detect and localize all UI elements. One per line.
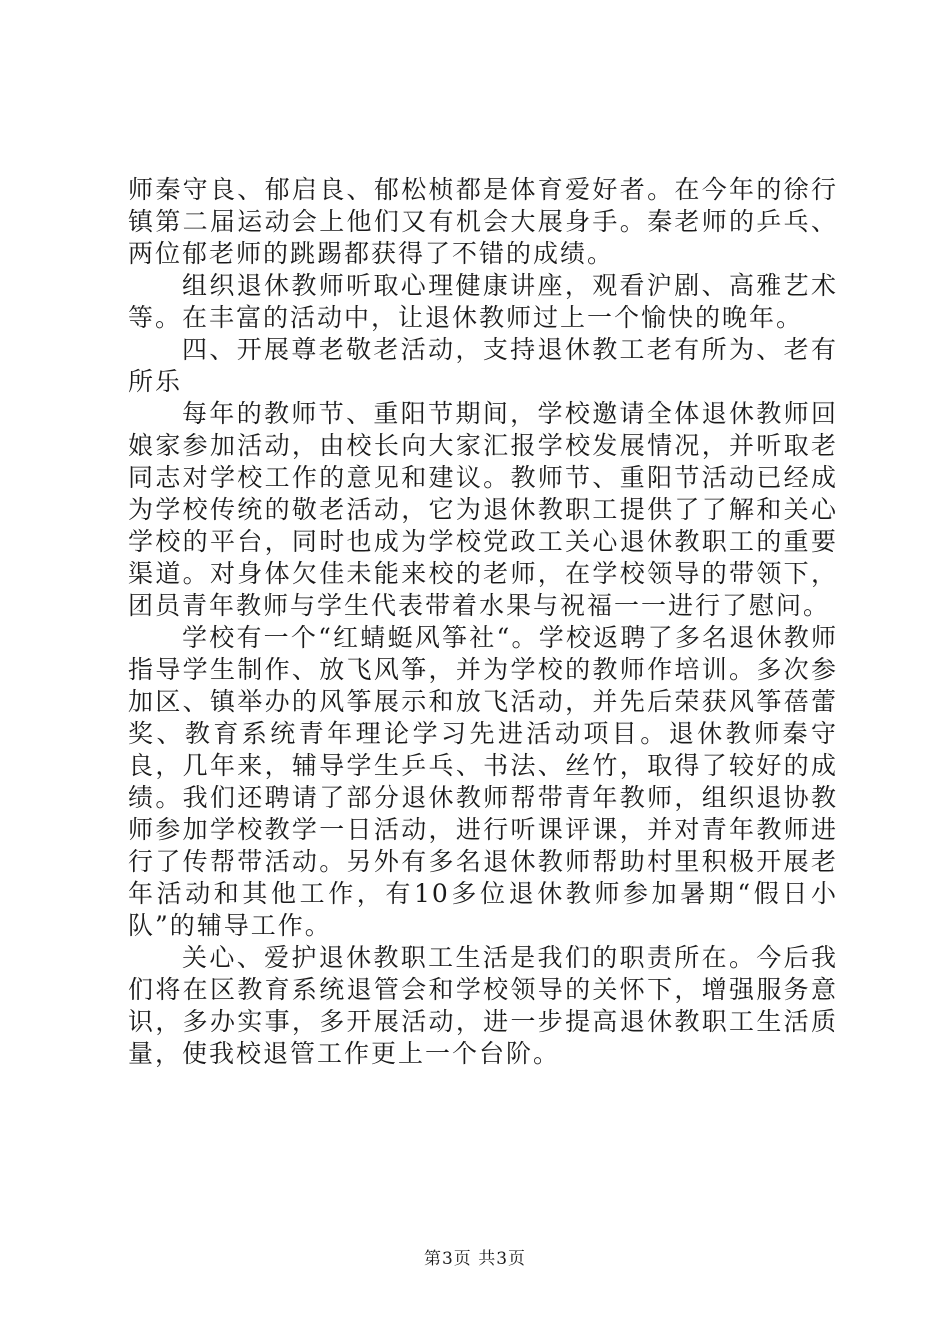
- paragraph-continuation: 师秦守良、郁启良、郁松桢都是体育爱好者。在今年的徐行镇第二届运动会上他们又有机会大展身手。秦老师的乒乓、两位郁老师的跳踢都获得了不错的成绩。: [128, 175, 838, 268]
- section-heading-respect-elders: 四、开展尊老敬老活动，支持退休教工老有所为、老有所乐: [128, 335, 838, 396]
- page-number-footer: 第3页 共3页: [423, 1249, 527, 1269]
- paragraph-conclusion: 关心、爱护退休教职工生活是我们的职责所在。今后我们将在区教育系统退管会和学校领导的关怀下，增强服务意识，多办实事，多开展活动，进一步提高退休教职工生活质量，使我校退管工作更上一个台阶。: [128, 943, 838, 1068]
- paragraph-teachers-day: 每年的教师节、重阳节期间，学校邀请全体退休教师回娘家参加活动，由校长向大家汇报学校发展情况，并听取老同志对学校工作的意见和建议。教师节、重阳节活动已经成为学校传统的敬老活动，它为退休教职工提供了了解和关心学校的平台，同时也成为学校党政工关心退休教职工的重要渠道。对身体欠佳未能来校的老师，在学校领导的带领下，团员青年教师与学生代表带着水果与祝福一一进行了慰问。: [128, 399, 838, 620]
- document-body: [128, 174, 838, 1070]
- paragraph-lecture-activities: 组织退休教师听取心理健康讲座，观看沪剧、高雅艺术等。在丰富的活动中，让退休教师过上一个愉快的晚年。: [128, 271, 838, 332]
- paragraph-kite-club: 学校有一个“红蜻蜓风筝社“。学校返聘了多名退休教师指导学生制作、放飞风筝，并为学校的教师作培训。多次参加区、镇举办的风筝展示和放飞活动，并先后荣获风筝蓓蕾奖、教育系统青年理论学习先进活动项目。退休教师秦守良，几年来，辅导学生乒乓、书法、丝竹，取得了较好的成绩。我们还聘请了部分退休教师帮带青年教师，组织退协教师参加学校教学一日活动，进行听课评课，并对青年教师进行了传帮带活动。另外有多名退休教师帮助村里积极开展老年活动和其他工作，有10多位退休教师参加暑期“假日小队”的辅导工作。: [128, 623, 838, 940]
